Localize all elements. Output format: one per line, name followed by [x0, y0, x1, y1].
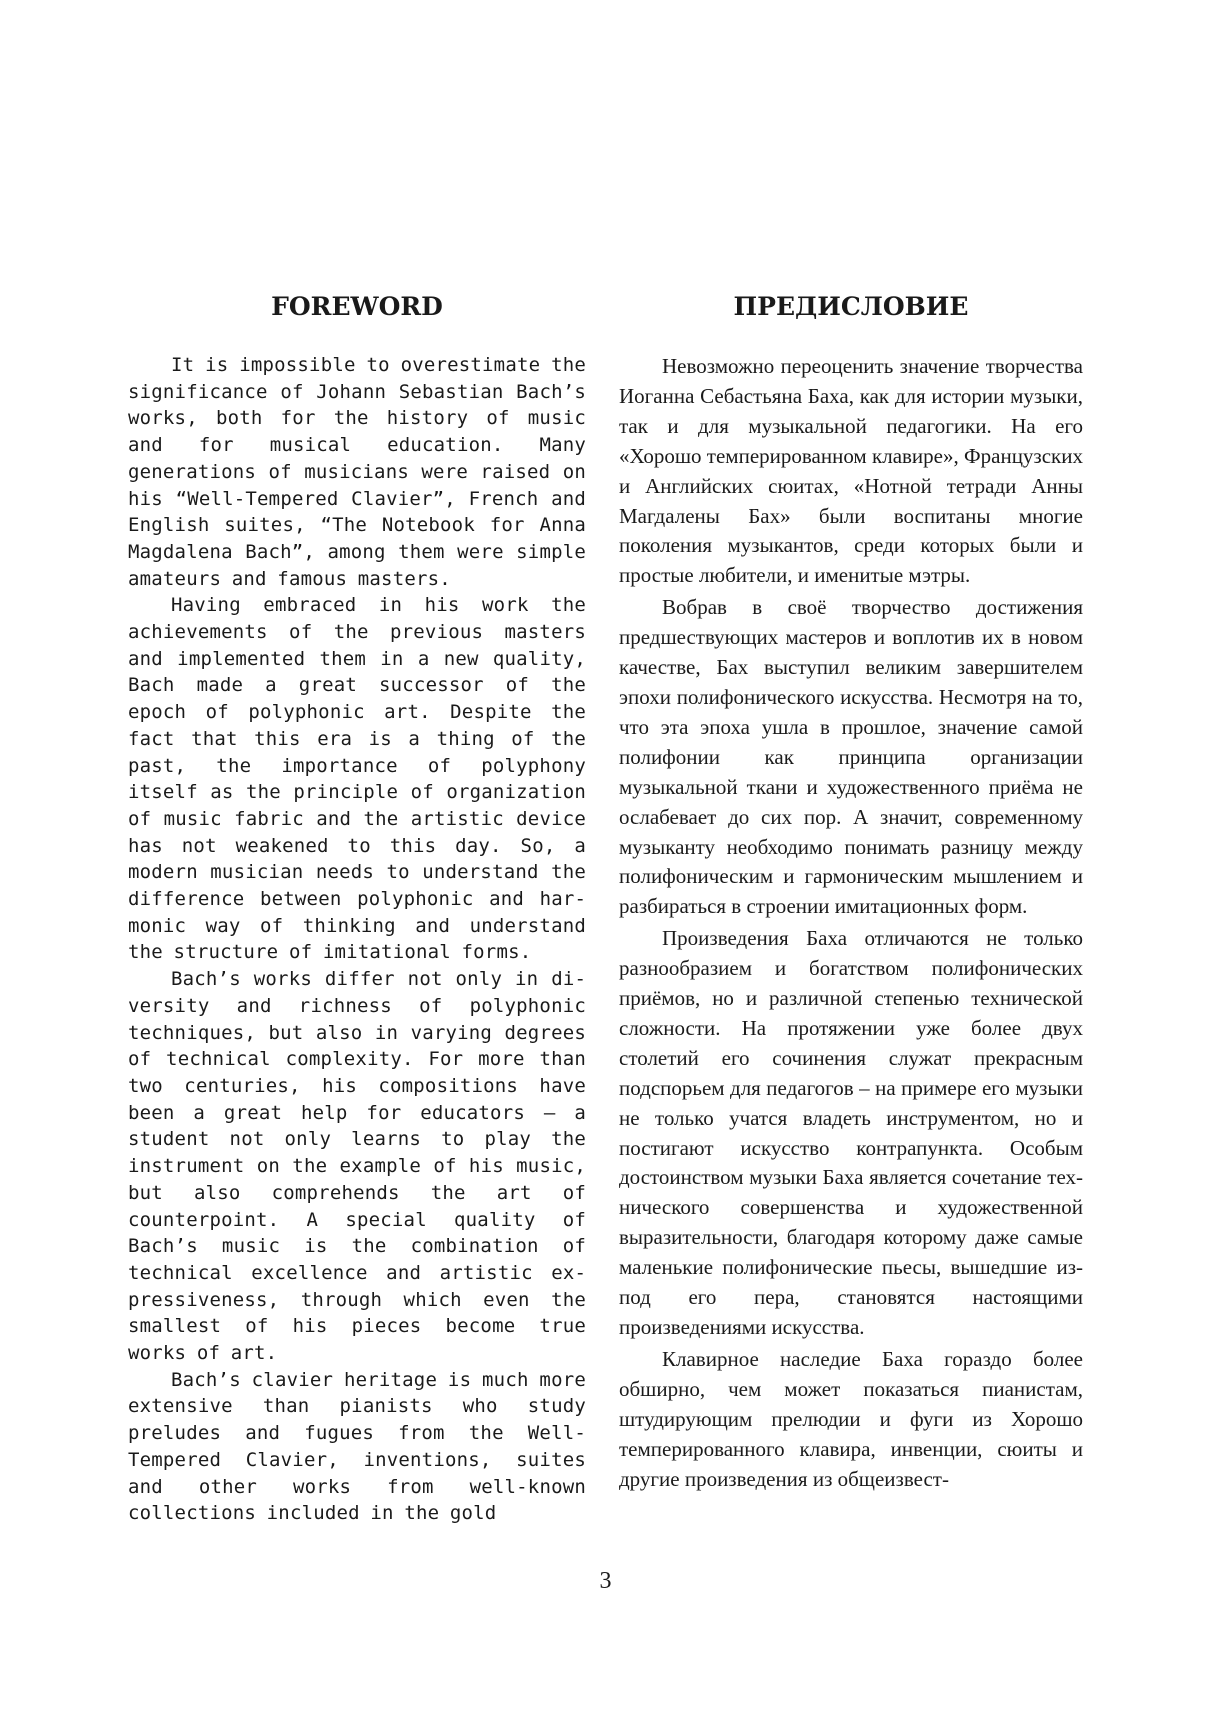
russian-paragraph-2: Вобрав в своё творчество достижения предшествующих мастеров и воплотив их в новом качестве, Бах выступил великим завершителем эпохи полифонического искусства. Несмотря на то, что эта эпоха ушла в прошлое, значение самой полифонии как принципа организации музыкальной ткани и художественного приёма не ослабевает до сих пор. А значит, современному музыканту необходимо понимать разницу между полифоническим и гармоническим мышлением и разбираться в строении имитационных форм.	[619, 595, 1083, 919]
russian-paragraph-1: Невозможно переоценить значение творчества Иоганна Себастьяна Баха, как для истории музыки, так и для музыкальной педагогики. На его «Хорошо темперированном клавире», Французских и Английских сюитах, «Нотной тетради Анны Магдалены Бах» были воспитаны многие поколения музыкантов, среди которых были и простые любители, и именитые мэтры.	[619, 354, 1083, 588]
english-heading: FOREWORD	[271, 292, 443, 321]
russian-paragraph-4: Клавирное наследие Баха гораздо более обширно, чем может показаться пианистам, штудирующим прелюдии и фуги из Хорошо темперированного клавира, инвенции, сюиты и другие произведения из общеизвест-	[619, 1346, 1083, 1491]
english-column	[128, 290, 586, 1527]
russian-paragraph-3: Произведения Баха отличаются не только разнообразием и богатством полифонических приёмов, но и различной степенью технической сложности. На протяжении уже более двух столетий его сочинения служат прекрасным подспорьем для педагогов – на примере его музыки не только учатся владеть инструментом, но и постигают искусство контрапункта. Особым достоинством музыки Баха является сочетание технического совершенства и художественной выразительности, благодаря которому даже самые маленькие полифонические пьесы, вышедшие из-под его пера, становятся настоящими произведениями искусства.	[619, 926, 1083, 1339]
english-paragraph-1: It is impossible to overestimate the significance of Johann Sebastian Bach’s works, both for the history of music and for musical education. Many generations of musicians were raised on his “Well-Tempered Clavier”, French and English suites, “The Notebook for Anna Magdalena Bach”, among them were simple amateurs and famous masters.	[128, 354, 586, 590]
english-paragraph-3: Bach’s works differ not only in diversity and richness of polyphonic techniques, but also in varying degrees of technical complexity. For more than two centuries, his compositions have been a great help for educators – a student not only learns to play the instrument on the example of his music, but also comprehends the art of counterpoint. A special quality of Bach’s music is the combination of technical excellence and artistic expressiveness, through which even the smallest of his pieces become true works of art.	[128, 968, 586, 1365]
english-paragraph-4: Bach’s clavier heritage is much more extensive than pianists who study preludes and fugues from the Well-Tempered Clavier, inventions, suites and other works from well-known collections included in the gold	[128, 1368, 586, 1525]
page-number: 3	[599, 1568, 612, 1594]
russian-heading: ПРЕДИСЛОВИЕ	[733, 292, 969, 321]
russian-column	[619, 290, 1083, 1496]
english-paragraph-2: Having embraced in his work the achievements of the previous masters and implemented them in a new quality, Bach made a great successor of the epoch of polyphonic art. Despite the fact that this era is a thing of the past, the importance of polyphony itself as the principle of organization of music fabric and the artistic device has not weakened to this day. So, a modern musician needs to understand the difference between polyphonic and harmonic way of thinking and understand the structure of imitational forms.	[128, 594, 586, 964]
